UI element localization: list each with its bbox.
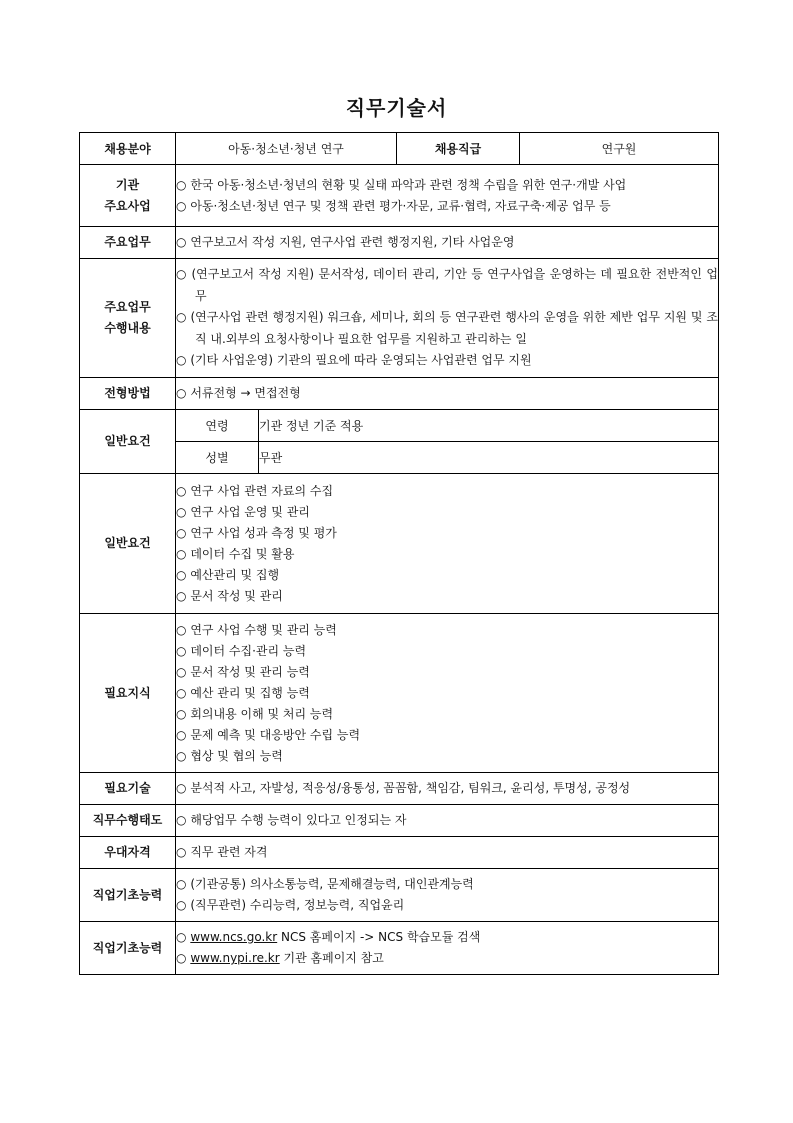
position-label: 채용직급 — [397, 133, 520, 165]
list-item: ○ 협상 및 협의 능력 — [176, 748, 283, 763]
gender-value: 무관 — [259, 442, 719, 474]
list-item: ○ 연구보고서 작성 지원, 연구사업 관련 행정지원, 기타 사업운영 — [176, 235, 515, 249]
references-row — [80, 922, 719, 975]
general-reqs2-label: 일반요건 — [80, 474, 176, 614]
list-item: ○ 연구 사업 수행 및 관리 능력 — [176, 622, 337, 637]
list-item: ○ 연구 사업 운영 및 관리 — [176, 504, 310, 519]
gender-label: 성별 — [176, 442, 259, 474]
attitude-label: 직무수행태도 — [80, 805, 176, 837]
duty-details-content — [176, 259, 719, 378]
list-item: ○ 예산관리 및 집행 — [176, 567, 280, 582]
age-value: 기관 정년 기준 적용 — [259, 410, 719, 442]
org-duties-row — [80, 165, 719, 227]
skills-label: 필요기술 — [80, 773, 176, 805]
attitude-content — [176, 805, 719, 837]
list-item: ○ 분석적 사고, 자발성, 적응성/융통성, 꼼꼼함, 책임감, 팀워크, 윤리성, 투명성, 공정성 — [176, 781, 631, 795]
knowledge-label: 필요지식 — [80, 614, 176, 773]
main-duties-row — [80, 227, 719, 259]
age-label: 연령 — [176, 410, 259, 442]
list-item: ○ 서류전형 → 면접전형 — [176, 386, 301, 400]
duty-details-label-line1: 주요업무 — [104, 300, 151, 314]
list-item: ○ 문서 작성 및 관리 — [176, 588, 283, 603]
references-content — [176, 922, 719, 975]
list-item: ○ 데이터 수집 및 활용 — [176, 546, 295, 561]
duty-details-label-line2: 수행내용 — [104, 321, 151, 335]
duty-details-label — [80, 259, 176, 378]
duty-details-row — [80, 259, 719, 378]
selection-content — [176, 378, 719, 410]
list-item: ○ www.nypi.re.kr 기관 홈페이지 참고 — [176, 951, 384, 965]
selection-row — [80, 378, 719, 410]
list-item: ○ (기관공통) 의사소통능력, 문제해결능력, 대인관계능력 — [176, 877, 474, 891]
general-reqs-row-gender — [80, 442, 719, 474]
general-reqs2-content — [176, 474, 719, 614]
list-item: ○ (연구사업 관련 행정지원) 워크숍, 세미나, 회의 등 연구관련 행사의 운영을 위한 제반 업무 지원 및 조직 내.외부의 요청사항이나 필요한 업무를 지원하고 관리하는 일 — [176, 310, 718, 346]
org-duties-label — [80, 165, 176, 227]
references-label: 직업기초능력 — [80, 922, 176, 975]
basic-abilities-row — [80, 869, 719, 922]
job-description-table — [79, 132, 719, 975]
list-item: ○ 회의내용 이해 및 처리 능력 — [176, 706, 334, 721]
list-item: ○ 아동·청소년·청년 연구 및 정책 관련 평가·자문, 교류·협력, 자료구축·제공 업무 등 — [176, 198, 611, 213]
list-item: ○ 연구 사업 관련 자료의 수집 — [176, 483, 334, 498]
general-reqs-label: 일반요건 — [80, 410, 176, 474]
general-reqs-row-age — [80, 410, 719, 442]
org-duties-label-line2: 주요사업 — [104, 198, 151, 213]
nypi-link[interactable]: www.nypi.re.kr — [190, 951, 280, 965]
knowledge-row — [80, 614, 719, 773]
list-item: ○ www.ncs.go.kr NCS 홈페이지 -> NCS 학습모듈 검색 — [176, 930, 481, 944]
preferred-label: 우대자격 — [80, 837, 176, 869]
list-item: ○ (직무관련) 수리능력, 정보능력, 직업윤리 — [176, 898, 405, 912]
list-item: ○ 직무 관련 자격 — [176, 845, 268, 859]
list-item: ○ 문제 예측 및 대응방안 수립 능력 — [176, 727, 361, 742]
list-item: ○ (기타 사업운영) 기관의 필요에 따라 운영되는 사업관련 업무 지원 — [176, 353, 532, 368]
field-label: 채용분야 — [80, 133, 176, 165]
main-duties-content — [176, 227, 719, 259]
knowledge-content — [176, 614, 719, 773]
general-reqs2-row — [80, 474, 719, 614]
preferred-row — [80, 837, 719, 869]
attitude-row — [80, 805, 719, 837]
list-item: ○ 데이터 수집·관리 능력 — [176, 643, 307, 658]
page-title: 직무기술서 — [345, 96, 448, 120]
skills-row — [80, 773, 719, 805]
list-item: ○ 문서 작성 및 관리 능력 — [176, 664, 310, 679]
org-duties-label-line1: 기관 — [115, 177, 140, 192]
field-value: 아동·청소년·청년 연구 — [176, 133, 397, 165]
basic-abilities-content — [176, 869, 719, 922]
list-item: ○ 해당업무 수행 능력이 있다고 인정되는 자 — [176, 813, 407, 827]
preferred-content — [176, 837, 719, 869]
position-value: 연구원 — [520, 133, 719, 165]
org-duties-content — [176, 165, 719, 227]
selection-label: 전형방법 — [80, 378, 176, 410]
basic-abilities-label: 직업기초능력 — [80, 869, 176, 922]
list-item: ○ 연구 사업 성과 측정 및 평가 — [176, 525, 337, 540]
skills-content — [176, 773, 719, 805]
list-item: ○ 한국 아동·청소년·청년의 현황 및 실태 파악과 관련 정책 수립을 위한 연구·개발 사업 — [176, 177, 627, 192]
main-duties-label: 주요업무 — [80, 227, 176, 259]
ncs-link[interactable]: www.ncs.go.kr — [190, 930, 278, 944]
header-row — [80, 133, 719, 165]
list-item: ○ 예산 관리 및 집행 능력 — [176, 685, 310, 700]
list-item: ○ (연구보고서 작성 지원) 문서작성, 데이터 관리, 기안 등 연구사업을 운영하는 데 필요한 전반적인 업무 — [176, 267, 718, 303]
